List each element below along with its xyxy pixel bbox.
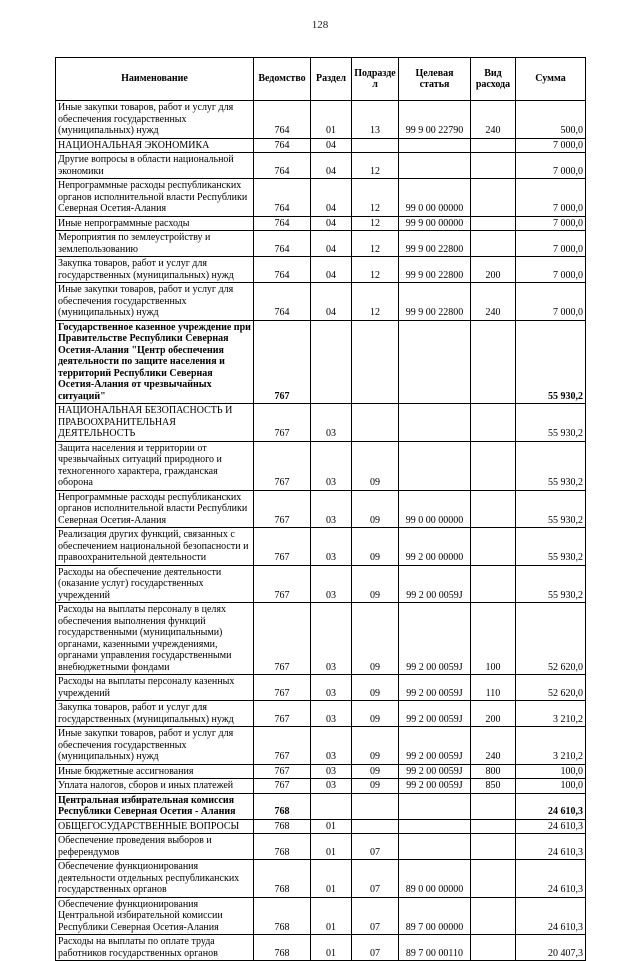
table-row — [56, 283, 586, 321]
cell-razdel: 03 — [311, 404, 352, 442]
table-row — [56, 897, 586, 935]
cell-name: НАЦИОНАЛЬНАЯ ЭКОНОМИКА — [56, 138, 254, 153]
cell-razdel: 03 — [311, 764, 352, 779]
table-row — [56, 257, 586, 283]
cell-celevaya-statya: 99 9 00 22790 — [399, 101, 471, 139]
cell-name: ОБЩЕГОСУДАРСТВЕННЫЕ ВОПРОСЫ — [56, 819, 254, 834]
cell-celevaya-statya: 89 0 00 00000 — [399, 860, 471, 898]
cell-vid-rashoda — [471, 834, 516, 860]
cell-razdel: 03 — [311, 603, 352, 675]
cell-summa: 7 000,0 — [516, 138, 586, 153]
cell-celevaya-statya: 99 2 00 0059J — [399, 565, 471, 603]
cell-podrazdel — [352, 793, 399, 819]
cell-vid-rashoda — [471, 819, 516, 834]
cell-razdel: 03 — [311, 490, 352, 528]
cell-summa: 100,0 — [516, 779, 586, 794]
cell-celevaya-statya: 89 7 00 00000 — [399, 897, 471, 935]
cell-podrazdel: 09 — [352, 490, 399, 528]
cell-vedomstvo: 767 — [254, 779, 311, 794]
cell-vid-rashoda: 200 — [471, 257, 516, 283]
cell-vedomstvo: 768 — [254, 897, 311, 935]
cell-summa: 24 610,3 — [516, 834, 586, 860]
cell-summa: 7 000,0 — [516, 283, 586, 321]
cell-razdel: 01 — [311, 860, 352, 898]
budget-table — [55, 57, 586, 961]
cell-podrazdel: 09 — [352, 565, 399, 603]
cell-razdel: 01 — [311, 897, 352, 935]
header-summa: Сумма — [516, 58, 586, 101]
cell-vid-rashoda: 850 — [471, 779, 516, 794]
cell-summa: 7 000,0 — [516, 216, 586, 231]
cell-vid-rashoda — [471, 528, 516, 566]
cell-vedomstvo: 767 — [254, 727, 311, 765]
cell-vid-rashoda — [471, 404, 516, 442]
cell-summa: 55 930,2 — [516, 490, 586, 528]
cell-podrazdel: 13 — [352, 101, 399, 139]
table-row — [56, 793, 586, 819]
cell-podrazdel — [352, 404, 399, 442]
cell-summa: 52 620,0 — [516, 603, 586, 675]
table-row — [56, 216, 586, 231]
cell-summa: 20 407,3 — [516, 935, 586, 961]
cell-podrazdel: 07 — [352, 897, 399, 935]
header-razdel: Раздел — [311, 58, 352, 101]
cell-celevaya-statya: 89 7 00 00110 — [399, 935, 471, 961]
cell-vid-rashoda — [471, 216, 516, 231]
cell-podrazdel: 09 — [352, 603, 399, 675]
cell-name: Реализация других функций, связанных с обеспечением национальной безопасности и правоохранительной деятельности — [56, 528, 254, 566]
cell-celevaya-statya: 99 2 00 0059J — [399, 727, 471, 765]
cell-podrazdel: 09 — [352, 779, 399, 794]
cell-celevaya-statya: 99 2 00 0059J — [399, 603, 471, 675]
cell-podrazdel — [352, 819, 399, 834]
cell-vedomstvo: 767 — [254, 404, 311, 442]
cell-razdel — [311, 320, 352, 404]
cell-vid-rashoda: 240 — [471, 727, 516, 765]
cell-celevaya-statya — [399, 138, 471, 153]
cell-name: Иные закупки товаров, работ и услуг для обеспечения государственных (муниципальных) нужд — [56, 283, 254, 321]
table-row — [56, 764, 586, 779]
cell-razdel: 03 — [311, 565, 352, 603]
table-row — [56, 935, 586, 961]
page-number: 128 — [311, 19, 329, 31]
cell-razdel: 04 — [311, 216, 352, 231]
cell-celevaya-statya: 99 2 00 0059J — [399, 764, 471, 779]
cell-razdel: 01 — [311, 819, 352, 834]
table-row — [56, 490, 586, 528]
cell-podrazdel: 07 — [352, 834, 399, 860]
cell-name: Расходы на выплаты персоналу казенных учреждений — [56, 675, 254, 701]
cell-summa: 55 930,2 — [516, 404, 586, 442]
cell-razdel: 03 — [311, 727, 352, 765]
cell-name: Закупка товаров, работ и услуг для государственных (муниципальных) нужд — [56, 701, 254, 727]
table-row — [56, 179, 586, 217]
cell-podrazdel — [352, 320, 399, 404]
cell-podrazdel: 12 — [352, 283, 399, 321]
cell-vedomstvo: 764 — [254, 257, 311, 283]
cell-celevaya-statya — [399, 441, 471, 490]
cell-celevaya-statya: 99 0 00 00000 — [399, 490, 471, 528]
cell-vid-rashoda — [471, 793, 516, 819]
table-row — [56, 528, 586, 566]
cell-summa: 24 610,3 — [516, 819, 586, 834]
cell-vedomstvo: 764 — [254, 283, 311, 321]
cell-razdel: 03 — [311, 441, 352, 490]
cell-celevaya-statya — [399, 834, 471, 860]
cell-vid-rashoda: 200 — [471, 701, 516, 727]
cell-vedomstvo: 767 — [254, 441, 311, 490]
cell-vid-rashoda: 100 — [471, 603, 516, 675]
cell-name: Расходы на выплаты персоналу в целях обеспечения выполнения функций государственными (муниципальными) органами, казенными учреждениями, органами управления государственными внебюджетными фондами — [56, 603, 254, 675]
cell-razdel: 03 — [311, 701, 352, 727]
cell-name: Другие вопросы в области национальной экономики — [56, 153, 254, 179]
cell-name: Иные непрограммные расходы — [56, 216, 254, 231]
table-row — [56, 320, 586, 404]
cell-name: Непрограммные расходы республиканских органов исполнительной власти Республики Северная Осетия-Алания — [56, 179, 254, 217]
cell-razdel: 03 — [311, 675, 352, 701]
table-row — [56, 565, 586, 603]
cell-vedomstvo: 764 — [254, 231, 311, 257]
cell-vedomstvo: 768 — [254, 834, 311, 860]
cell-celevaya-statya — [399, 320, 471, 404]
cell-name: Уплата налогов, сборов и иных платежей — [56, 779, 254, 794]
cell-vid-rashoda — [471, 441, 516, 490]
header-naimenovanie: Наименование — [56, 58, 254, 101]
table-row — [56, 101, 586, 139]
cell-celevaya-statya — [399, 153, 471, 179]
cell-summa: 7 000,0 — [516, 179, 586, 217]
cell-celevaya-statya: 99 0 00 00000 — [399, 179, 471, 217]
cell-podrazdel: 12 — [352, 231, 399, 257]
cell-vedomstvo: 767 — [254, 764, 311, 779]
cell-summa: 52 620,0 — [516, 675, 586, 701]
cell-summa: 7 000,0 — [516, 153, 586, 179]
cell-name: Закупка товаров, работ и услуг для государственных (муниципальных) нужд — [56, 257, 254, 283]
cell-vedomstvo: 767 — [254, 675, 311, 701]
cell-podrazdel: 09 — [352, 701, 399, 727]
table-row — [56, 153, 586, 179]
cell-razdel: 01 — [311, 101, 352, 139]
cell-razdel — [311, 793, 352, 819]
cell-vedomstvo: 767 — [254, 490, 311, 528]
table-row — [56, 441, 586, 490]
cell-vid-rashoda: 240 — [471, 101, 516, 139]
cell-vid-rashoda — [471, 897, 516, 935]
table-row — [56, 138, 586, 153]
table-row — [56, 231, 586, 257]
cell-summa: 55 930,2 — [516, 528, 586, 566]
cell-vedomstvo: 764 — [254, 153, 311, 179]
cell-name: Мероприятия по землеустройству и землепользованию — [56, 231, 254, 257]
cell-celevaya-statya: 99 9 00 00000 — [399, 216, 471, 231]
cell-podrazdel: 07 — [352, 860, 399, 898]
table-row — [56, 834, 586, 860]
header-vid-rashoda: Вид расхода — [471, 58, 516, 101]
cell-celevaya-statya: 99 9 00 22800 — [399, 257, 471, 283]
cell-summa: 500,0 — [516, 101, 586, 139]
table-row — [56, 819, 586, 834]
cell-razdel: 04 — [311, 179, 352, 217]
table-row — [56, 701, 586, 727]
cell-vid-rashoda — [471, 153, 516, 179]
cell-razdel: 04 — [311, 138, 352, 153]
cell-name: НАЦИОНАЛЬНАЯ БЕЗОПАСНОСТЬ И ПРАВООХРАНИТЕЛЬНАЯ ДЕЯТЕЛЬНОСТЬ — [56, 404, 254, 442]
cell-vid-rashoda — [471, 179, 516, 217]
header-podrazdel: Подраздел — [352, 58, 399, 101]
cell-razdel: 04 — [311, 231, 352, 257]
cell-vedomstvo: 768 — [254, 935, 311, 961]
cell-razdel: 04 — [311, 257, 352, 283]
cell-vid-rashoda: 800 — [471, 764, 516, 779]
cell-razdel: 03 — [311, 779, 352, 794]
cell-razdel: 03 — [311, 528, 352, 566]
cell-vedomstvo: 764 — [254, 179, 311, 217]
cell-vid-rashoda: 240 — [471, 283, 516, 321]
cell-podrazdel: 12 — [352, 179, 399, 217]
cell-celevaya-statya: 99 2 00 0059J — [399, 779, 471, 794]
cell-celevaya-statya — [399, 404, 471, 442]
cell-vid-rashoda — [471, 231, 516, 257]
cell-name: Расходы на выплаты по оплате труда работников государственных органов — [56, 935, 254, 961]
cell-podrazdel: 09 — [352, 764, 399, 779]
header-celevaya-statya: Целевая статья — [399, 58, 471, 101]
cell-name: Иные бюджетные ассигнования — [56, 764, 254, 779]
cell-vedomstvo: 767 — [254, 320, 311, 404]
cell-name: Обеспечение проведения выборов и референдумов — [56, 834, 254, 860]
cell-summa: 55 930,2 — [516, 565, 586, 603]
header-vedomstvo: Ведомство — [254, 58, 311, 101]
cell-summa: 55 930,2 — [516, 441, 586, 490]
table-row — [56, 603, 586, 675]
cell-vedomstvo: 768 — [254, 793, 311, 819]
cell-celevaya-statya: 99 2 00 00000 — [399, 528, 471, 566]
cell-name: Защита населения и территории от чрезвычайных ситуаций природного и техногенного характера, гражданская оборона — [56, 441, 254, 490]
cell-summa: 24 610,3 — [516, 860, 586, 898]
cell-razdel: 01 — [311, 834, 352, 860]
cell-vedomstvo: 764 — [254, 138, 311, 153]
cell-podrazdel: 12 — [352, 153, 399, 179]
cell-name: Расходы на обеспечение деятельности (оказание услуг) государственных учреждений — [56, 565, 254, 603]
cell-vedomstvo: 768 — [254, 860, 311, 898]
cell-summa: 3 210,2 — [516, 701, 586, 727]
cell-vid-rashoda: 110 — [471, 675, 516, 701]
cell-summa: 3 210,2 — [516, 727, 586, 765]
cell-vid-rashoda — [471, 935, 516, 961]
cell-vedomstvo: 764 — [254, 216, 311, 231]
table-row — [56, 404, 586, 442]
cell-summa: 7 000,0 — [516, 231, 586, 257]
cell-celevaya-statya: 99 2 00 0059J — [399, 701, 471, 727]
cell-summa: 55 930,2 — [516, 320, 586, 404]
cell-podrazdel: 09 — [352, 727, 399, 765]
cell-celevaya-statya: 99 9 00 22800 — [399, 283, 471, 321]
cell-razdel: 01 — [311, 935, 352, 961]
cell-razdel: 04 — [311, 283, 352, 321]
cell-summa: 7 000,0 — [516, 257, 586, 283]
cell-summa: 24 610,3 — [516, 897, 586, 935]
cell-podrazdel: 12 — [352, 216, 399, 231]
cell-podrazdel: 09 — [352, 528, 399, 566]
cell-vid-rashoda — [471, 565, 516, 603]
cell-name: Иные закупки товаров, работ и услуг для обеспечения государственных (муниципальных) нужд — [56, 101, 254, 139]
cell-name: Обеспечение функционирования деятельности отдельных республиканских государственных органов — [56, 860, 254, 898]
cell-summa: 100,0 — [516, 764, 586, 779]
cell-vedomstvo: 767 — [254, 603, 311, 675]
cell-name: Центральная избирательная комиссия Республики Северная Осетия - Алания — [56, 793, 254, 819]
cell-vid-rashoda — [471, 490, 516, 528]
cell-name: Иные закупки товаров, работ и услуг для обеспечения государственных (муниципальных) нужд — [56, 727, 254, 765]
table-row — [56, 779, 586, 794]
cell-celevaya-statya: 99 2 00 0059J — [399, 675, 471, 701]
cell-vid-rashoda — [471, 320, 516, 404]
cell-podrazdel: 09 — [352, 441, 399, 490]
cell-celevaya-statya: 99 9 00 22800 — [399, 231, 471, 257]
cell-vedomstvo: 767 — [254, 528, 311, 566]
cell-vedomstvo: 764 — [254, 101, 311, 139]
cell-vedomstvo: 767 — [254, 565, 311, 603]
cell-vedomstvo: 768 — [254, 819, 311, 834]
table-row — [56, 675, 586, 701]
table-header-row — [56, 58, 586, 101]
cell-vedomstvo: 767 — [254, 701, 311, 727]
cell-summa: 24 610,3 — [516, 793, 586, 819]
cell-celevaya-statya — [399, 819, 471, 834]
cell-podrazdel: 12 — [352, 257, 399, 283]
cell-podrazdel — [352, 138, 399, 153]
cell-name: Обеспечение функционирования Центральной избирательной комиссии Республики Северная Осетия-Алания — [56, 897, 254, 935]
table-row — [56, 860, 586, 898]
cell-vid-rashoda — [471, 860, 516, 898]
cell-podrazdel: 07 — [352, 935, 399, 961]
cell-name: Непрограммные расходы республиканских органов исполнительной власти Республики Северная Осетия-Алания — [56, 490, 254, 528]
cell-vid-rashoda — [471, 138, 516, 153]
cell-podrazdel: 09 — [352, 675, 399, 701]
cell-name: Государственное казенное учреждение при Правительстве Республики Северная Осетия-Алания "Центр обеспечения деятельности по защите населения и территорий Республики Северная Осетия-Алания от чрезвычайных ситуаций" — [56, 320, 254, 404]
cell-razdel: 04 — [311, 153, 352, 179]
cell-celevaya-statya — [399, 793, 471, 819]
table-row — [56, 727, 586, 765]
